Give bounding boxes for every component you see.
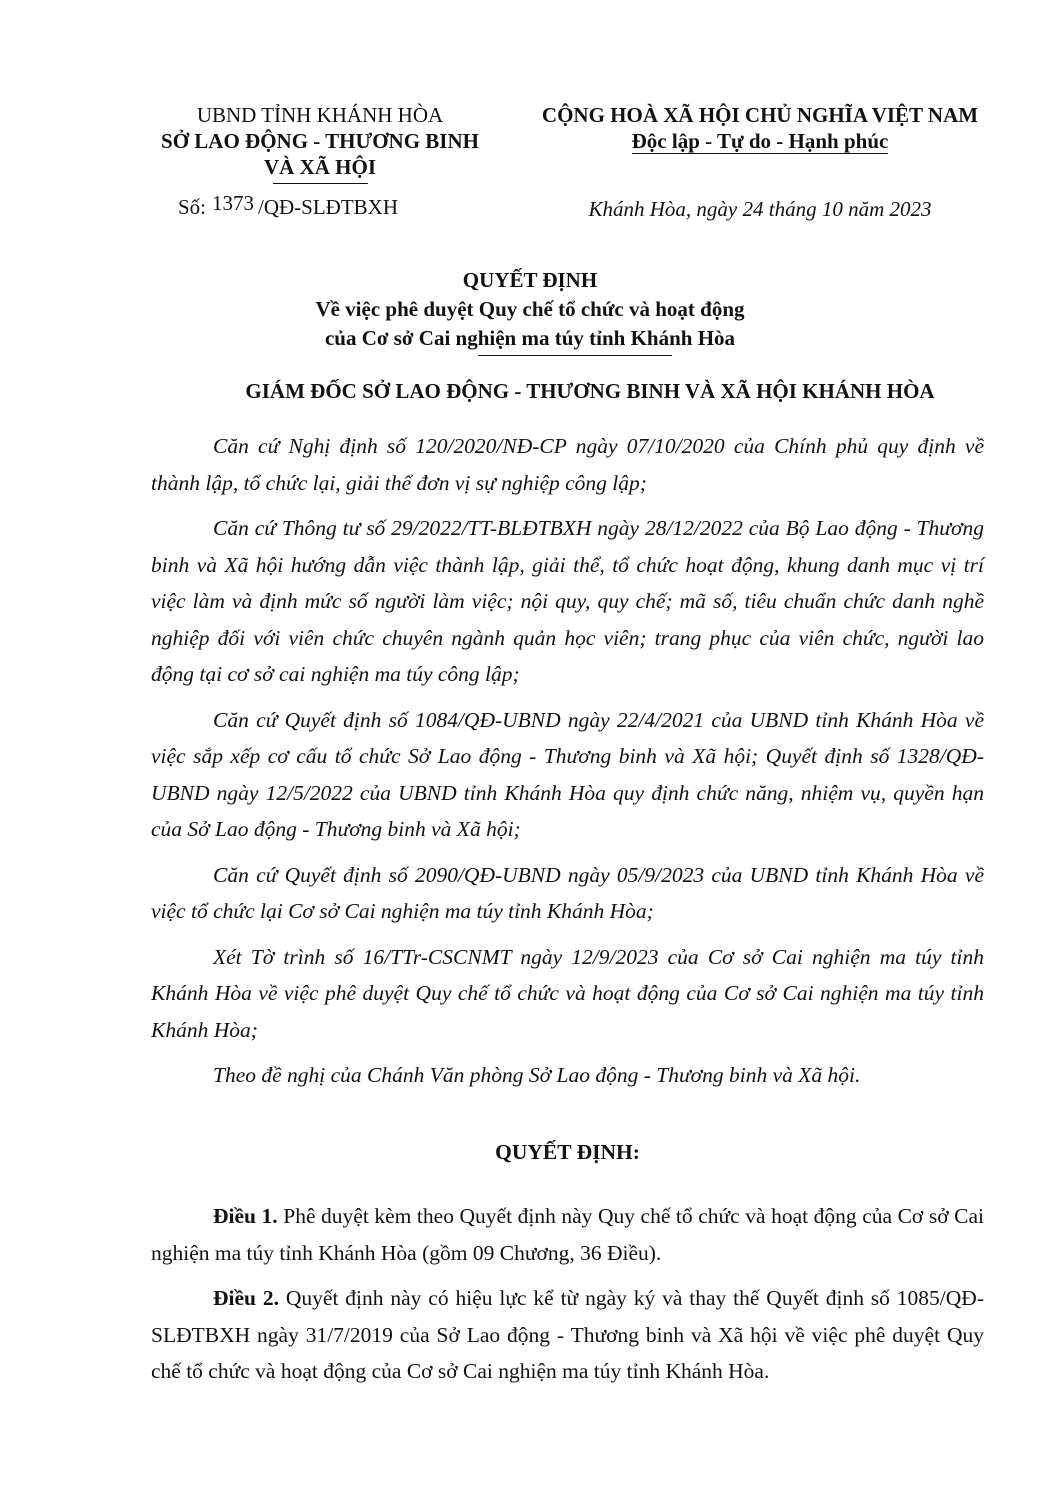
article-2 — [151, 1280, 984, 1390]
legal-basis-paragraph: Xét Tờ trình số 16/TTr-CSCNMT ngày 12/9/2023 của Cơ sở Cai nghiện ma túy tỉnh Khánh Hòa về việc phê duyệt Quy chế tổ chức và hoạt động của Cơ sở Cai nghiện ma túy tỉnh Khánh Hòa; — [151, 944, 984, 1042]
doc-number-suffix: /QĐ-SLĐTBXH — [258, 195, 399, 219]
article-2-text: Quyết định này có hiệu lực kể từ ngày ký và thay thế Quyết định số 1085/QĐ-SLĐTBXH ngày 31/7/2019 của Sở Lao động - Thương binh và Xã hội về việc phê duyệt Quy chế tổ chức và hoạt động của Cơ sở Cai nghiện ma túy tỉnh Khánh Hòa. — [151, 1286, 984, 1383]
country-name: CỘNG HOÀ XÃ HỘI CHỦ NGHĨA VIỆT NAM — [541, 103, 979, 127]
legal-basis-paragraph: Căn cứ Quyết định số 1084/QĐ-UBND ngày 22/4/2021 của UBND tỉnh Khánh Hòa về việc sắp xếp cơ cấu tổ chức Sở Lao động - Thương binh và Xã hội; Quyết định số 1328/QĐ-UBND ngày 12/5/2022 của UBND tỉnh Khánh Hòa quy định chức năng, nhiệm vụ, quyền hạn của Sở Lao động - Thương binh và Xã hội; — [151, 707, 984, 841]
document-body — [151, 428, 984, 1399]
agency-name: UBND TỈNH KHÁNH HÒA — [196, 103, 444, 127]
legal-basis-paragraph: Căn cứ Thông tư số 29/2022/TT-BLĐTBXH ngày 28/12/2022 của Bộ Lao động - Thương binh và Xã hội hướng dẫn việc thành lập, giải thể, tổ chức hoạt động, khung danh mục vị trí việc làm và định mức số người làm việc; nội quy, quy chế; mã số, tiêu chuẩn chức danh nghề nghiệp đối với viên chức chuyên ngành quản học viên; trang phục của viên chức, người lao động tại cơ sở cai nghiện ma túy công lập; — [151, 516, 984, 686]
article-2-label: Điều 2. — [213, 1286, 279, 1310]
doc-number-prefix: Số: — [178, 195, 207, 219]
subject-line-2: của Cơ sở Cai nghiện ma túy tỉnh Khánh Hòa — [324, 326, 736, 350]
document-type: QUYẾT ĐỊNH — [462, 268, 598, 292]
department-name-line2: VÀ XÃ HỘI — [263, 155, 376, 179]
national-heading-block — [500, 102, 1020, 154]
authority-underline — [273, 183, 368, 184]
legal-basis-paragraph: Căn cứ Quyết định số 2090/QĐ-UBND ngày 05/9/2023 của UBND tỉnh Khánh Hòa về việc tổ chức lại Cơ sở Cai nghiện ma túy tỉnh Khánh Hòa; — [151, 862, 984, 923]
legal-basis-paragraph: Căn cứ Nghị định số 120/2020/NĐ-CP ngày 07/10/2020 của Chính phủ quy định về thành lập, tổ chức lại, giải thể đơn vị sự nghiệp công lập; — [151, 434, 984, 495]
document-title-block — [100, 266, 960, 353]
legal-basis-paragraph: Theo đề nghị của Chánh Văn phòng Sở Lao động - Thương binh và Xã hội. — [213, 1063, 861, 1087]
title-underline — [478, 355, 672, 356]
department-name-line1: SỞ LAO ĐỘNG - THƯƠNG BINH — [161, 129, 479, 153]
subject-line-1: Về việc phê duyệt Quy chế tổ chức và hoạt động — [315, 297, 745, 321]
article-1-text: Phê duyệt kèm theo Quyết định này Quy chế tổ chức và hoạt động của Cơ sở Cai nghiện ma túy tỉnh Khánh Hòa (gồm 09 Chương, 36 Điều). — [151, 1204, 984, 1265]
place-and-date: Khánh Hòa, ngày 24 tháng 10 năm 2023 — [588, 197, 932, 221]
article-1-label: Điều 1. — [213, 1204, 278, 1228]
document-number — [178, 191, 399, 220]
issuing-authority-block — [130, 102, 510, 180]
national-motto: Độc lập - Tự do - Hạnh phúc — [631, 129, 889, 153]
article-1 — [151, 1198, 984, 1271]
issuer-title: GIÁM ĐỐC SỞ LAO ĐỘNG - THƯƠNG BINH VÀ XÃ HỘI KHÁNH HÒA — [245, 379, 935, 403]
doc-number-value: 1373 — [212, 191, 255, 215]
decision-heading: QUYẾT ĐỊNH: — [495, 1139, 640, 1164]
